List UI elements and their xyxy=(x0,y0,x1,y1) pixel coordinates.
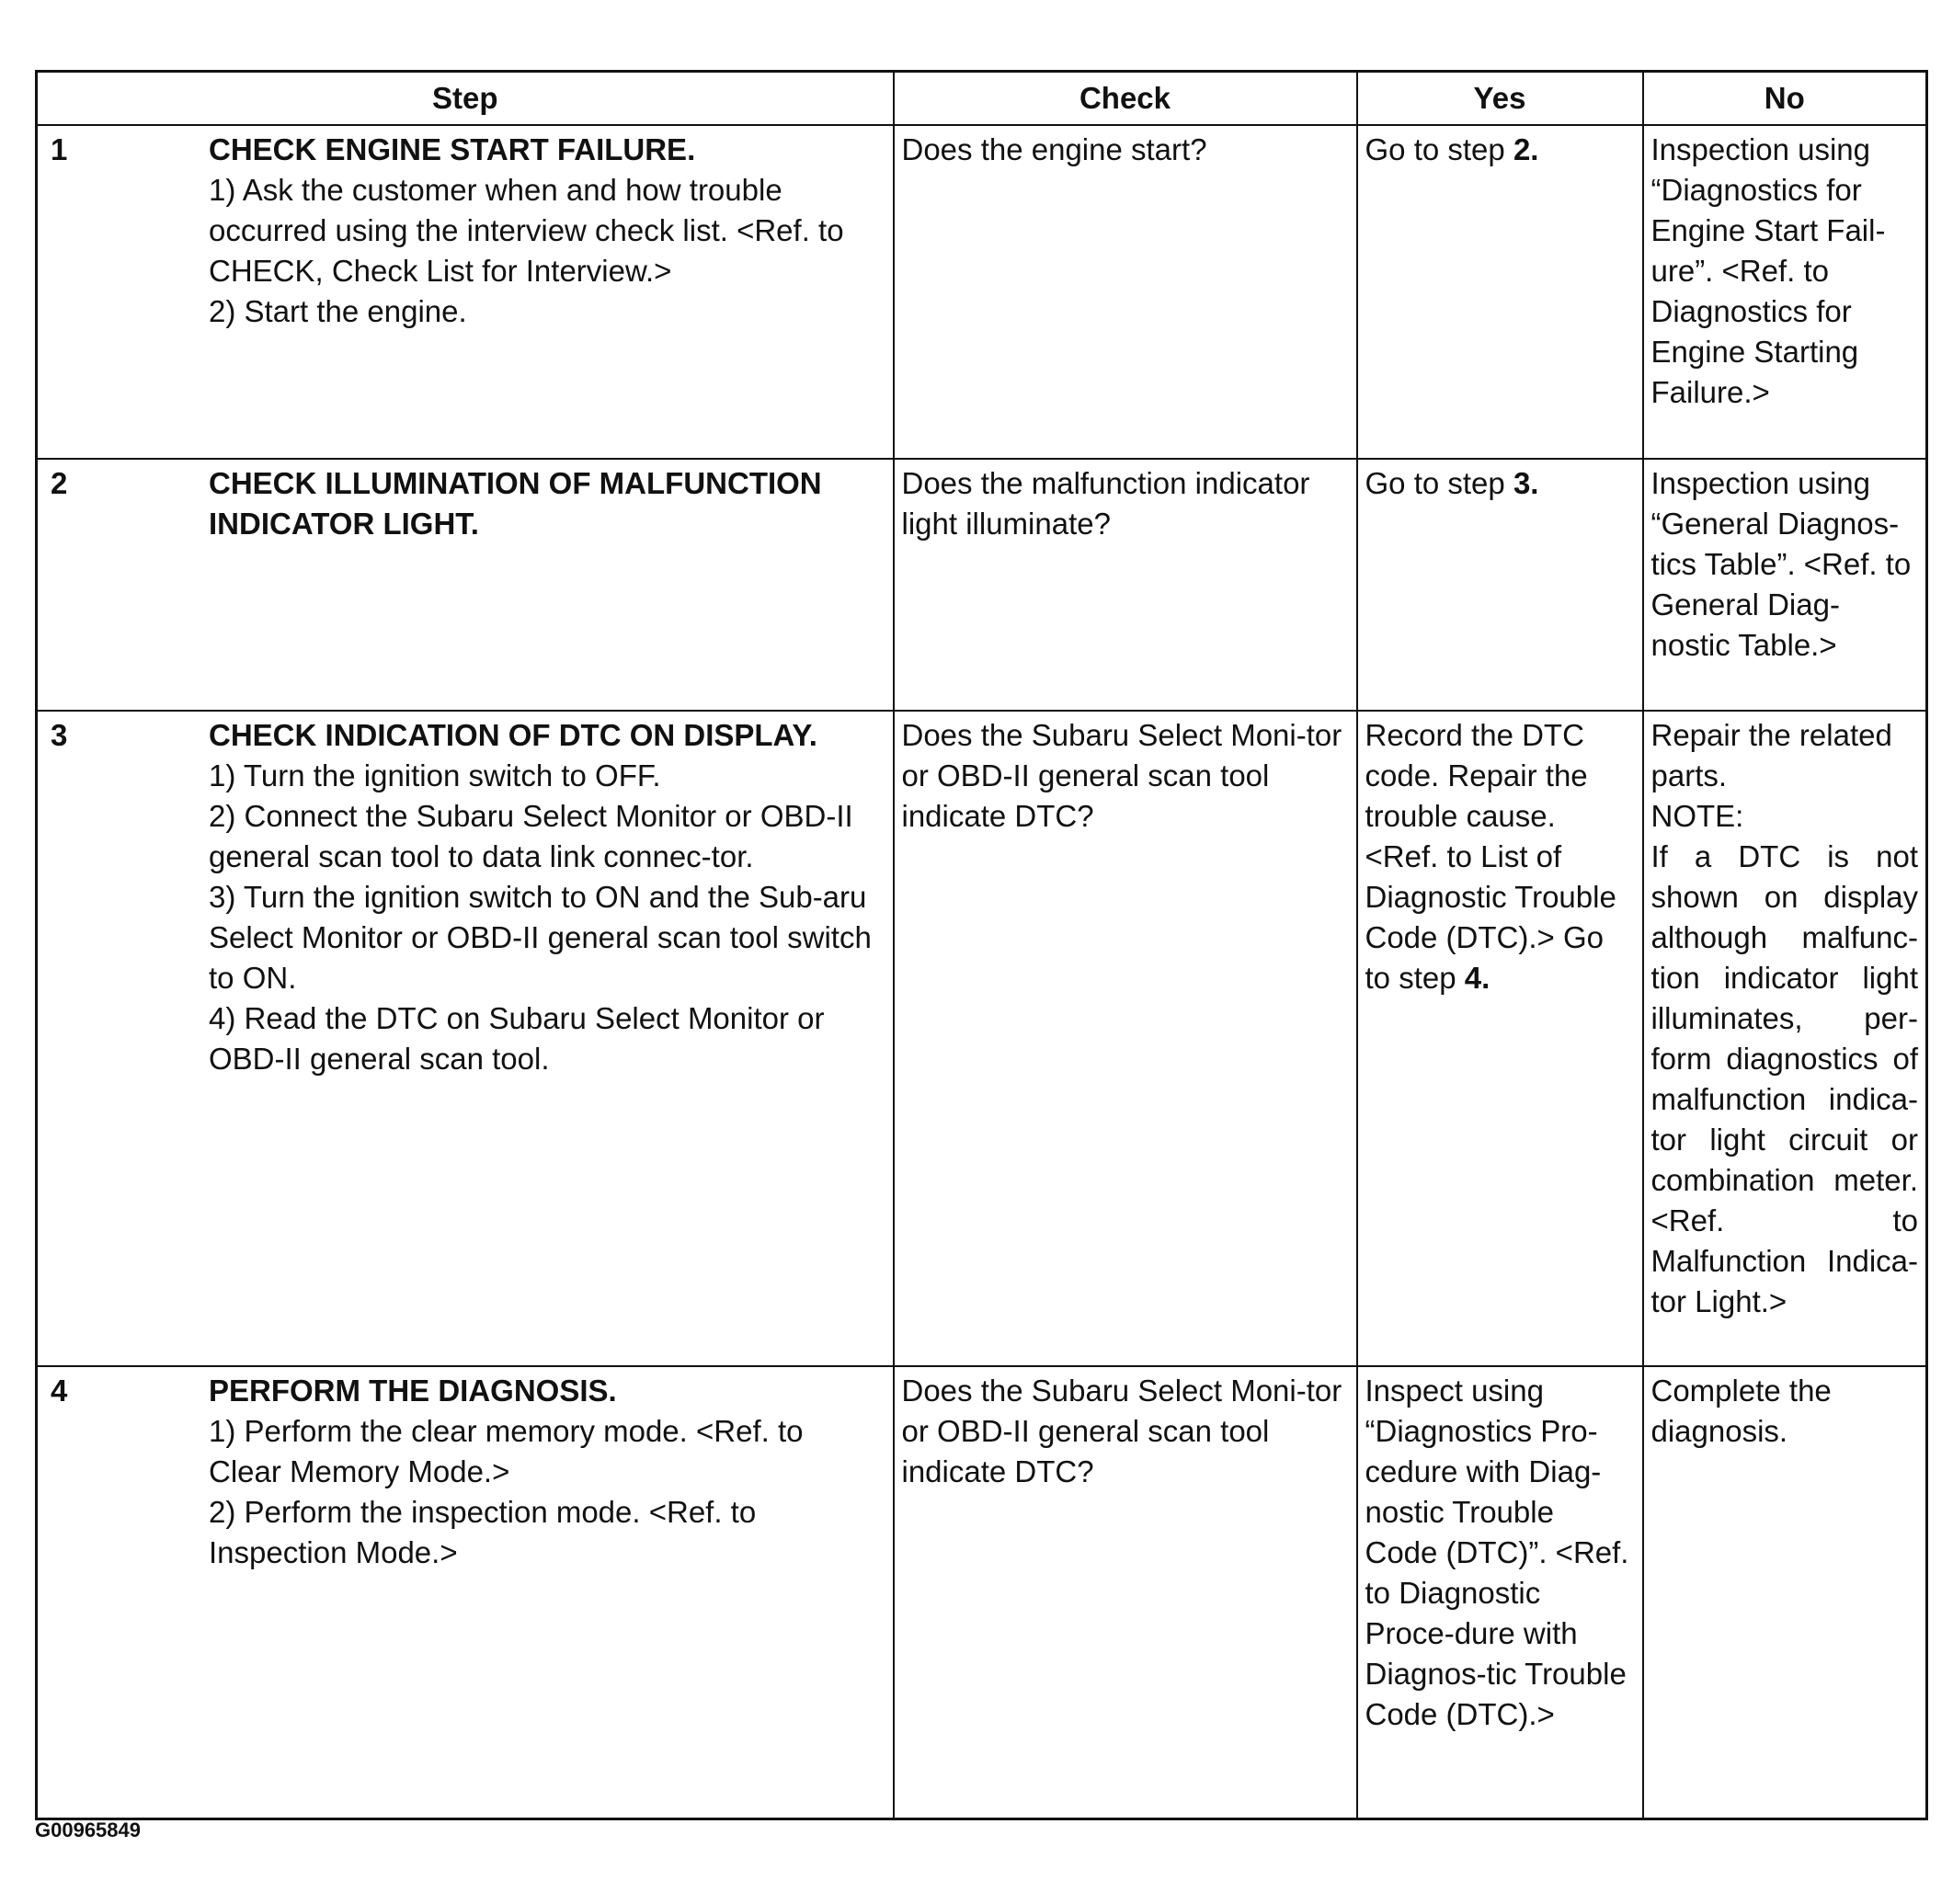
note-label: NOTE: xyxy=(1650,799,1744,833)
yes-cell xyxy=(1357,711,1643,1366)
no-cell xyxy=(1643,125,1927,459)
table-row xyxy=(37,459,1927,711)
yes-text: Record the DTC code. Repair the trouble cause. <Ref. to List of Diagnostic Trouble Code (DTC).> Go to step xyxy=(1365,718,1616,995)
yes-step-ref: 4. xyxy=(1464,961,1490,995)
step-number: 1 xyxy=(51,132,68,166)
step-cell xyxy=(37,125,894,459)
no-text: Repair the related parts. xyxy=(1650,718,1892,792)
substep: 2) Connect the Subaru Select Monitor or OBD-II general scan tool to data link connec-tor. xyxy=(209,799,853,873)
substep: 1) Turn the ignition switch to OFF. xyxy=(209,758,661,792)
table-row xyxy=(37,711,1927,1366)
step-title: PERFORM THE DIAGNOSIS. xyxy=(209,1374,617,1408)
no-text: Complete the diagnosis. xyxy=(1650,1374,1832,1448)
substep: 1) Perform the clear memory mode. <Ref. to Clear Memory Mode.> xyxy=(209,1414,804,1488)
no-text: Inspection using “Diagnostics for Engine Start Fail-ure”. <Ref. to Diagnostics for Engine Starting Failure.> xyxy=(1650,132,1886,409)
no-cell xyxy=(1643,459,1927,711)
yes-text: Inspect using “Diagnostics Pro-cedure with Diag-nostic Trouble Code (DTC)”. <Ref. to Diagnostic Proce-dure with Diagnos-tic Trouble Code (DTC).> xyxy=(1365,1374,1629,1731)
step-title: CHECK ENGINE START FAILURE. xyxy=(209,132,696,166)
substep: 1) Ask the customer when and how trouble occurred using the interview check list. <Ref. to CHECK, Check List for Interview.> xyxy=(209,173,844,288)
no-text: Inspection using “General Diagnos-tics Table”. <Ref. to General Diag-nostic Table.> xyxy=(1650,466,1912,662)
yes-text: Go to step xyxy=(1365,466,1513,500)
note-text: If a DTC is not shown on display although malfunc-tion indicator light illuminates, per-form diagnostics of malfunction indica-tor light circuit or combination meter. <Ref. to Malfunction Indica-tor Light.> xyxy=(1650,839,1918,1318)
yes-step-ref: 3. xyxy=(1513,466,1539,500)
check-cell xyxy=(894,459,1357,711)
step-title: CHECK INDICATION OF DTC ON DISPLAY. xyxy=(209,718,817,752)
header-yes: Yes xyxy=(1357,72,1643,126)
yes-text: Go to step xyxy=(1365,132,1513,166)
yes-step-ref: 2. xyxy=(1513,132,1539,166)
step-number: 3 xyxy=(51,718,68,752)
substep: 3) Turn the ignition switch to ON and the Sub-aru Select Monitor or OBD-II general scan tool switch to ON. xyxy=(209,880,872,995)
diagnostic-table xyxy=(35,70,1928,1820)
figure-id: G00965849 xyxy=(35,1818,141,1841)
yes-cell xyxy=(1357,1366,1643,1819)
check-text: Does the Subaru Select Moni-tor or OBD-II general scan tool indicate DTC? xyxy=(901,1374,1342,1488)
substep: 4) Read the DTC on Subaru Select Monitor or OBD-II general scan tool. xyxy=(209,1001,825,1076)
header-no: No xyxy=(1643,72,1927,126)
substep: 2) Start the engine. xyxy=(209,294,467,328)
check-cell xyxy=(894,125,1357,459)
step-cell xyxy=(37,711,894,1366)
check-cell xyxy=(894,1366,1357,1819)
substep: 2) Perform the inspection mode. <Ref. to Inspection Mode.> xyxy=(209,1495,757,1569)
header-row xyxy=(37,72,1927,126)
step-number: 2 xyxy=(51,466,68,500)
header-check: Check xyxy=(894,72,1357,126)
check-text: Does the malfunction indicator light illuminate? xyxy=(901,466,1310,541)
check-cell xyxy=(894,711,1357,1366)
no-cell xyxy=(1643,711,1927,1366)
no-cell xyxy=(1643,1366,1927,1819)
step-number: 4 xyxy=(51,1374,68,1408)
step-cell xyxy=(37,459,894,711)
yes-cell xyxy=(1357,125,1643,459)
header-step: Step xyxy=(37,72,894,126)
yes-cell xyxy=(1357,459,1643,711)
check-text: Does the Subaru Select Moni-tor or OBD-II general scan tool indicate DTC? xyxy=(901,718,1342,833)
table-row xyxy=(37,1366,1927,1819)
check-text: Does the engine start? xyxy=(901,132,1207,166)
table-row xyxy=(37,125,1927,459)
step-title: CHECK ILLUMINATION OF MALFUNCTION INDICATOR LIGHT. xyxy=(209,466,822,541)
step-cell xyxy=(37,1366,894,1819)
